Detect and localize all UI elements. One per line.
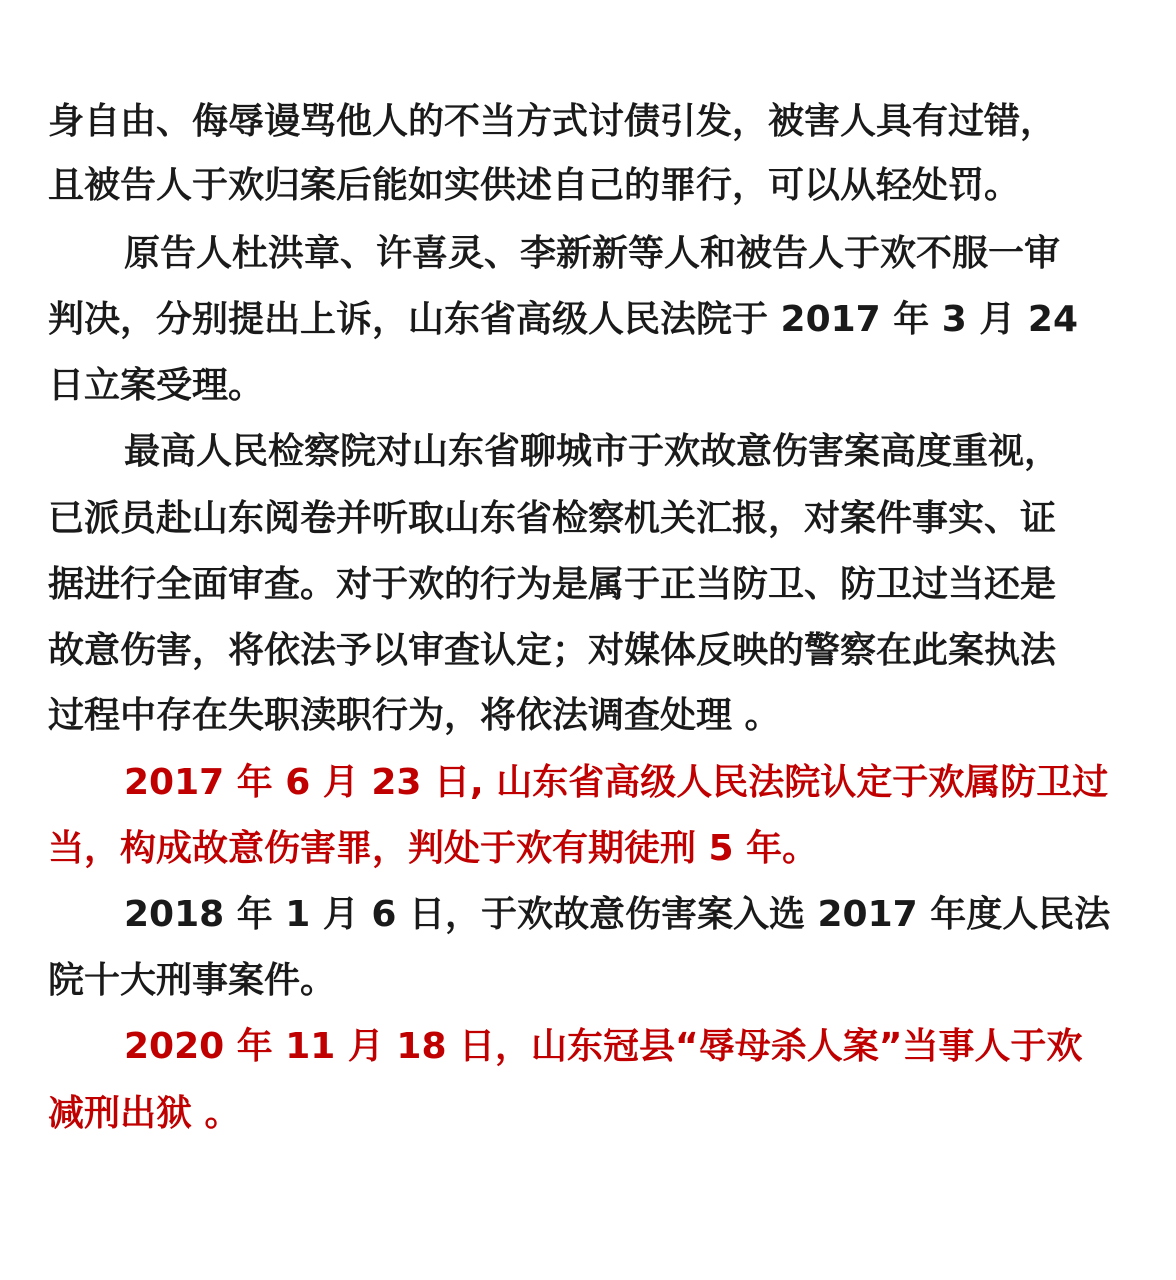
- highlighted-paragraph-line: 当，构成故意伤害罪，判处于欢有期徒刑 5 年。: [48, 828, 819, 869]
- paragraph-line: 判决，分别提出上诉，山东省高级人民法院于 2017 年 3 月 24: [48, 299, 1079, 340]
- paragraph-line: 身自由、侮辱谩骂他人的不当方式讨债引发，被害人具有过错，: [48, 101, 1057, 142]
- highlighted-paragraph-line: 2020 年 11 月 18 日，山东冠县“辱母杀人案”当事人于欢: [124, 1026, 1083, 1067]
- paragraph-line: 故意伤害，将依法予以审查认定；对媒体反映的警察在此案执法: [48, 630, 1057, 671]
- paragraph-line: 据进行全面审查。对于欢的行为是属于正当防卫、防卫过当还是: [48, 564, 1057, 605]
- highlighted-paragraph-line: 2017 年 6 月 23 日, 山东省高级人民法院认定于欢属防卫过: [124, 762, 1109, 803]
- paragraph-line: 院十大刑事案件。: [48, 960, 337, 1001]
- paragraph-line: 日立案受理。: [48, 365, 265, 406]
- paragraph-line: 2018 年 1 月 6 日，于欢故意伤害案入选 2017 年度人民法: [124, 894, 1111, 935]
- paragraph-line: 过程中存在失职渎职行为，将依法调查处理 。: [48, 695, 781, 736]
- paragraph-line: 已派员赴山东阅卷并听取山东省检察机关汇报，对案件事实、证: [48, 498, 1057, 539]
- paragraph-line: 原告人杜洪章、许喜灵、李新新等人和被告人于欢不服一审: [124, 233, 1061, 274]
- highlighted-paragraph-line: 减刑出狱 。: [48, 1093, 241, 1134]
- paragraph-line: 最高人民检察院对山东省聊城市于欢故意伤害案高度重视，: [124, 431, 1061, 472]
- paragraph-line: 且被告人于欢归案后能如实供述自己的罪行，可以从轻处罚。: [48, 165, 1021, 206]
